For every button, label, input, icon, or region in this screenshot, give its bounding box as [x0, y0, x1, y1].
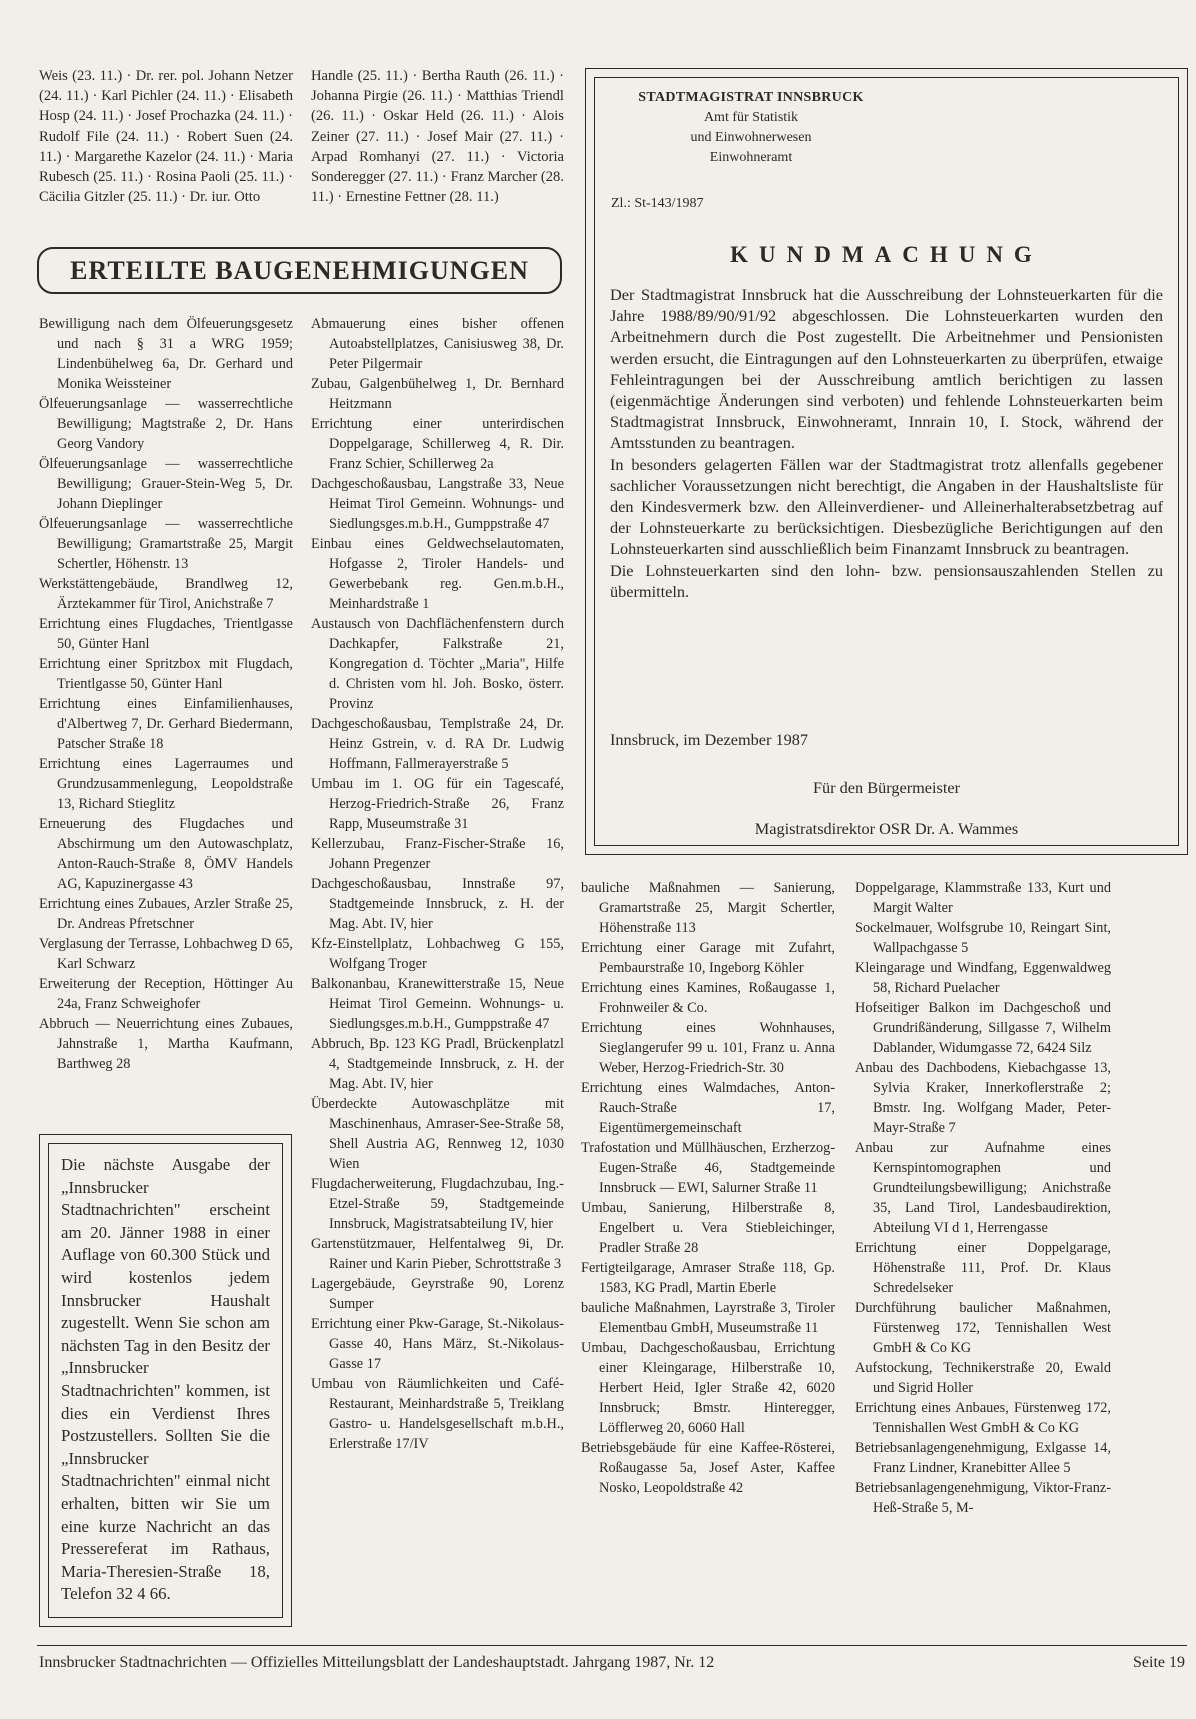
permits-col2 [311, 314, 564, 1454]
permit-entry: Betriebsanlagengenehmigung, Exlgasse 14, Franz Lindner, Kranebitter Allee 5 [855, 1440, 1111, 1476]
kundmachung-header [611, 88, 891, 168]
permit-entry: Erweiterung der Reception, Höttinger Au 24a, Franz Schweighofer [39, 976, 293, 1012]
kundmachung-body [610, 284, 1163, 602]
footer-publication: Innsbrucker Stadtnachrichten — Offizielles Mitteilungsblatt der Landeshauptstadt. Jahrgang 1987, Nr. 12 [39, 1654, 715, 1671]
permit-entry: Errichtung einer unterirdischen Doppelgarage, Schillerweg 4, R. Dir. Franz Schier, Schillerweg 2a [311, 416, 564, 472]
department-line-3: Einwohneramt [709, 150, 793, 165]
permit-entry: bauliche Maßnahmen — Sanierung, Gramartstraße 25, Margit Schertler, Höhenstraße 113 [581, 880, 835, 936]
permit-entry: bauliche Maßnahmen, Layrstraße 3, Tiroler Elementbau GmbH, Museumstraße 11 [581, 1300, 835, 1336]
permit-entry: Betriebsgebäude für eine Kaffee-Rösterei, Roßaugasse 5a, Josef Aster, Kaffee Nosko, Leopoldstraße 42 [581, 1440, 835, 1496]
page-number: Seite 19 [1133, 1654, 1185, 1671]
permit-entry: Sockelmauer, Wolfsgrube 10, Reingart Sint, Wallpachgasse 5 [855, 920, 1111, 956]
permit-entry: Errichtung einer Spritzbox mit Flugdach, Trientlgasse 50, Günter Hanl [39, 656, 293, 692]
kundmachung-paragraph-1: Der Stadtmagistrat Innsbruck hat die Ausschreibung der Lohnsteuerkarten für die Jahre 1988/89/90/91/92 abgeschlossen. Die Lohnsteuerkarten wurden den Arbeitnehmern durch die Post zugestellt. Die Arbeitnehmer und Pensionisten werden ersucht, die Eintragungen auf den Lohnsteuerkarten zu überprüfen, etwaige Fehleintragungen bei der Ausschreibung amtlich berichtigen zu lassen (eigenmächtige Änderungen sind verboten) und fehlende Lohnsteuerkarten beim Stadtmagistrat Innsbruck, Einwohneramt, Innrain 10, I. Stock, während der Amtsstunden zu beantragen. [610, 285, 1163, 453]
for-mayor: Für den Bürgermeister [812, 778, 961, 797]
permit-entry: Errichtung eines Wohnhauses, Sieglangerufer 99 u. 101, Franz u. Anna Weber, Herzog-Friedrich-Str. 30 [581, 1020, 835, 1076]
permit-entry: Errichtung einer Doppelgarage, Höhenstraße 111, Prof. Dr. Klaus Schredelseker [855, 1240, 1111, 1296]
permit-entry: Doppelgarage, Klammstraße 133, Kurt und Margit Walter [855, 880, 1111, 916]
permit-entry: Kleingarage und Windfang, Eggenwaldweg 58, Richard Puelacher [855, 960, 1111, 996]
permit-entry: Errichtung eines Lagerraumes und Grundzusammenlegung, Leopoldstraße 13, Richard Stieglitz [39, 756, 293, 812]
permit-entry: Ölfeuerungsanlage — wasserrechtliche Bewilligung; Gramartstraße 25, Margit Schertler, Höhenstr. 13 [39, 516, 293, 572]
permit-entry: Zubau, Galgenbühelweg 1, Dr. Bernhard Heitzmann [311, 376, 564, 412]
permit-entry: Lagergebäude, Geyrstraße 90, Lorenz Sumper [311, 1276, 564, 1312]
authority-name: STADTMAGISTRAT INNSBRUCK [638, 90, 864, 105]
permit-entry: Errichtung eines Anbaues, Fürstenweg 172, Tennishallen West GmbH & Co KG [855, 1400, 1111, 1436]
permit-entry: Errichtung eines Flugdaches, Trientlgasse 50, Günter Hanl [39, 616, 293, 652]
permits-col1 [39, 314, 293, 1074]
reference-number: Zl.: St-143/1987 [611, 196, 704, 211]
permit-entry: Einbau eines Geldwechselautomaten, Hofgasse 2, Tiroler Handels- und Gewerbebank reg. Gen.m.b.H., Meinhardstraße 1 [311, 536, 564, 612]
signature-line: Magistratsdirektor OSR Dr. A. Wammes [754, 819, 1019, 838]
kundmachung-box [585, 68, 1188, 855]
permit-entry: Errichtung eines Walmdaches, Anton-Rauch-Straße 17, Eigentümergemeinschaft [581, 1080, 835, 1136]
permit-entry: Anbau des Dachbodens, Kiebachgasse 13, Sylvia Kraker, Innerkoflerstraße 2; Bmstr. Ing. Wolfgang Mader, Peter-Mayr-Straße 7 [855, 1060, 1111, 1136]
permit-entry: Errichtung eines Zubaues, Arzler Straße 25, Dr. Andreas Pfretschner [39, 896, 293, 932]
permit-entry: Ölfeuerungsanlage — wasserrechtliche Bewilligung; Magtstraße 2, Dr. Hans Georg Vandory [39, 396, 293, 452]
permit-entry: Austausch von Dachflächenfenstern durch Dachkapfer, Falkstraße 21, Kongregation d. Töchter „Maria", Hilfe d. Christen vom hl. Joh. Bosko, österr. Provinz [311, 616, 564, 712]
permit-entry: Balkonanbau, Kranewitterstraße 15, Neue Heimat Tirol Gemeinn. Wohnungs- u. Siedlungsges.m.b.H., Gumppstraße 47 [311, 976, 564, 1032]
permit-entry: Bewilligung nach dem Ölfeuerungsgesetz und nach § 31 a WRG 1959; Lindenbühelweg 6a, Dr. Gerhard und Monika Weissteiner [39, 316, 293, 392]
permit-entry: Gartenstützmauer, Helfentalweg 9i, Dr. Rainer und Karin Pieber, Schrottstraße 3 [311, 1236, 564, 1272]
permit-entry: Dachgeschoßausbau, Templstraße 24, Dr. Heinz Gstrein, v. d. RA Dr. Ludwig Hoffmann, Fallmerayerstraße 5 [311, 716, 564, 772]
permit-entry: Fertigteilgarage, Amraser Straße 118, Gp. 1583, KG Pradl, Martin Eberle [581, 1260, 835, 1296]
permit-entry: Umbau, Dachgeschoßausbau, Errichtung einer Kleingarage, Hilberstraße 10, Herbert Heid, Igler Straße 42, 6020 Innsbruck; Bmstr. Hinteregger, Löfflerweg 20, 6060 Hall [581, 1340, 835, 1436]
kundmachung-paragraph-2: In besonders gelagerten Fällen war der Stadtmagistrat trotz allenfalls gegebener sachlicher Voraussetzungen nicht berechtigt, die Angaben in der Haushaltsliste für den Kindesvermerk bzw. den Alleinverdiener- und Alleinerhalterabsetzbetrag auf der Lohnsteuerkarte zu berücksichtigen. Diesbezügliche Berichtigungen auf den Lohnsteuerkarten sind ausschließlich beim Finanzamt Innsbruck zu beantragen. [610, 454, 1163, 559]
permit-entry: Errichtung einer Garage mit Zufahrt, Pembaurstraße 10, Ingeborg Köhler [581, 940, 835, 976]
section-heading: ERTEILTE BAUGENEHMIGUNGEN [70, 255, 529, 285]
department-line-2: und Einwohnerwesen [690, 130, 812, 145]
place-date: Innsbruck, im Dezember 1987 [610, 730, 809, 749]
permit-entry: Umbau, Sanierung, Hilberstraße 8, Engelbert u. Vera Stiebleichinger, Pradler Straße 28 [581, 1200, 835, 1256]
permit-entry: Aufstockung, Technikerstraße 20, Ewald und Sigrid Holler [855, 1360, 1111, 1396]
footer-rule [37, 1645, 1187, 1646]
permit-entry: Errichtung eines Kamines, Roßaugasse 1, Frohnweiler & Co. [581, 980, 835, 1016]
page-footer [39, 1654, 1185, 1672]
permit-entry: Umbau im 1. OG für ein Tagescafé, Herzog-Friedrich-Straße 26, Franz Rapp, Museumstraße 31 [311, 776, 564, 832]
permit-entry: Durchführung baulicher Maßnahmen, Fürstenweg 172, Tennishallen West GmbH & Co KG [855, 1300, 1111, 1356]
permit-entry: Umbau von Räumlichkeiten und Café-Restaurant, Meinhardstraße 5, Treiklang Gastro- u. Handelsgesellschaft m.b.H., Erlerstraße 17/IV [311, 1376, 564, 1452]
permit-entry: Hofseitiger Balkon im Dachgeschoß und Grundrißänderung, Sillgasse 7, Wilhelm Dablander, Widumgasse 72, 6424 Silz [855, 1000, 1111, 1056]
permit-entry: Dachgeschoßausbau, Innstraße 97, Stadtgemeinde Innsbruck, z. H. der Mag. Abt. IV, hier [311, 876, 564, 932]
permit-entry: Überdeckte Autowaschplätze mit Maschinenhaus, Amraser-See-Straße 58, Shell Austria AG, Rennweg 12, 1030 Wien [311, 1096, 564, 1172]
department-line-1: Amt für Statistik [703, 110, 799, 125]
permit-entry: Abbruch — Neuerrichtung eines Zubaues, Jahnstraße 1, Martha Kaufmann, Barthweg 28 [39, 1016, 293, 1072]
permits-col3 [581, 878, 835, 1498]
kundmachung-frame [594, 77, 1179, 846]
kundmachung-title: KUNDMACHUNG [730, 242, 1043, 267]
permit-entry: Anbau zur Aufnahme eines Kernspintomographen und Grundteilungsbewilligung; Anichstraße 35, Land Tirol, Landesbaudirektion, Abteilung VI d 1, Herrengasse [855, 1140, 1111, 1236]
next-issue-notice-box [39, 1134, 292, 1627]
permit-entry: Erneuerung des Flugdaches und Abschirmung um den Autowaschplatz, Anton-Rauch-Straße 8, ÖMV Handels AG, Kapuzinergasse 43 [39, 816, 293, 892]
permit-entry: Kellerzubau, Franz-Fischer-Straße 16, Johann Pregenzer [311, 836, 564, 872]
kundmachung-paragraph-3: Die Lohnsteuerkarten sind den lohn- bzw. pensionsauszahlenden Stellen zu übermitteln. [610, 560, 1163, 601]
permit-entry: Verglasung der Terrasse, Lohbachweg D 65, Karl Schwarz [39, 936, 293, 972]
permit-entry: Werkstättengebäude, Brandlweg 12, Ärztekammer für Tirol, Anichstraße 7 [39, 576, 293, 612]
permit-entry: Kfz-Einstellplatz, Lohbachweg G 155, Wolfgang Troger [311, 936, 564, 972]
obituary-list-col1: Weis (23. 11.) · Dr. rer. pol. Johann Netzer (24. 11.) · Karl Pichler (24. 11.) · Elisabeth Hosp (24. 11.) · Josef Prochazka (24. 11.) · Rudolf File (24. 11.) · Robert Suen (24. 11.) · Margarethe Kazelor (24. 11.) · Maria Rubesch (25. 11.) · Rosina Paoli (25. 11.) · Cäcilia Gitzler (25. 11.) · Dr. iur. Otto [39, 68, 293, 206]
obituary-list-col2: Handle (25. 11.) · Bertha Rauth (26. 11.) · Johanna Pirgie (26. 11.) · Matthias Triendl (26. 11.) · Oskar Held (26. 11.) · Alois Zeiner (27. 11.) · Josef Mair (27. 11.) · Arpad Romhanyi (27. 11.) · Victoria Sonderegger (27. 11.) · Franz Marcher (28. 11.) · Ernestine Fettner (28. 11.) [311, 68, 564, 206]
section-heading-box [37, 247, 562, 294]
permit-entry: Ölfeuerungsanlage — wasserrechtliche Bewilligung; Grauer-Stein-Weg 5, Dr. Johann Dieplinger [39, 456, 293, 512]
permit-entry: Dachgeschoßausbau, Langstraße 33, Neue Heimat Tirol Gemeinn. Wohnungs- und Siedlungsges.m.b.H., Gumppstraße 47 [311, 476, 564, 532]
permit-entry: Trafostation und Müllhäuschen, Erzherzog-Eugen-Straße 46, Stadtgemeinde Innsbruck — EWI, Salurner Straße 11 [581, 1140, 835, 1196]
permit-entry: Flugdacherweiterung, Flugdachzubau, Ing.-Etzel-Straße 59, Stadtgemeinde Innsbruck, Magistratsabteilung IV, hier [311, 1176, 564, 1232]
permit-entry: Errichtung einer Pkw-Garage, St.-Nikolaus-Gasse 40, Hans März, St.-Nikolaus-Gasse 17 [311, 1316, 564, 1372]
permit-entry: Betriebsanlagengenehmigung, Viktor-Franz-Heß-Straße 5, M- [855, 1480, 1111, 1516]
permits-col4 [855, 878, 1111, 1518]
permit-entry: Errichtung eines Einfamilienhauses, d'Albertweg 7, Dr. Gerhard Biedermann, Patscher Straße 18 [39, 696, 293, 752]
permit-entry: Abmauerung eines bisher offenen Autoabstellplatzes, Canisiusweg 38, Dr. Peter Pilgermair [311, 316, 564, 372]
next-issue-notice: Die nächste Ausgabe der „Innsbrucker Stadtnachrichten" erscheint am 20. Jänner 1988 in einer Auflage von 60.300 Stück und wird kostenlos jedem Innsbrucker Haushalt zugestellt. Wenn Sie schon am nächsten Tag in den Besitz der „Innsbrucker Stadtnachrichten" kommen, ist dies ein Verdienst Ihres Postzustellers. Sollten Sie die „Innsbrucker Stadtnachrichten" einmal nicht erhalten, bitten wir Sie um eine kurze Nachricht an das Pressereferat im Rathaus, Maria-Theresien-Straße 18, Telefon 32 4 66. [48, 1143, 283, 1618]
permit-entry: Abbruch, Bp. 123 KG Pradl, Brückenplatzl 4, Stadtgemeinde Innsbruck, z. H. der Mag. Abt. IV, hier [311, 1036, 564, 1092]
